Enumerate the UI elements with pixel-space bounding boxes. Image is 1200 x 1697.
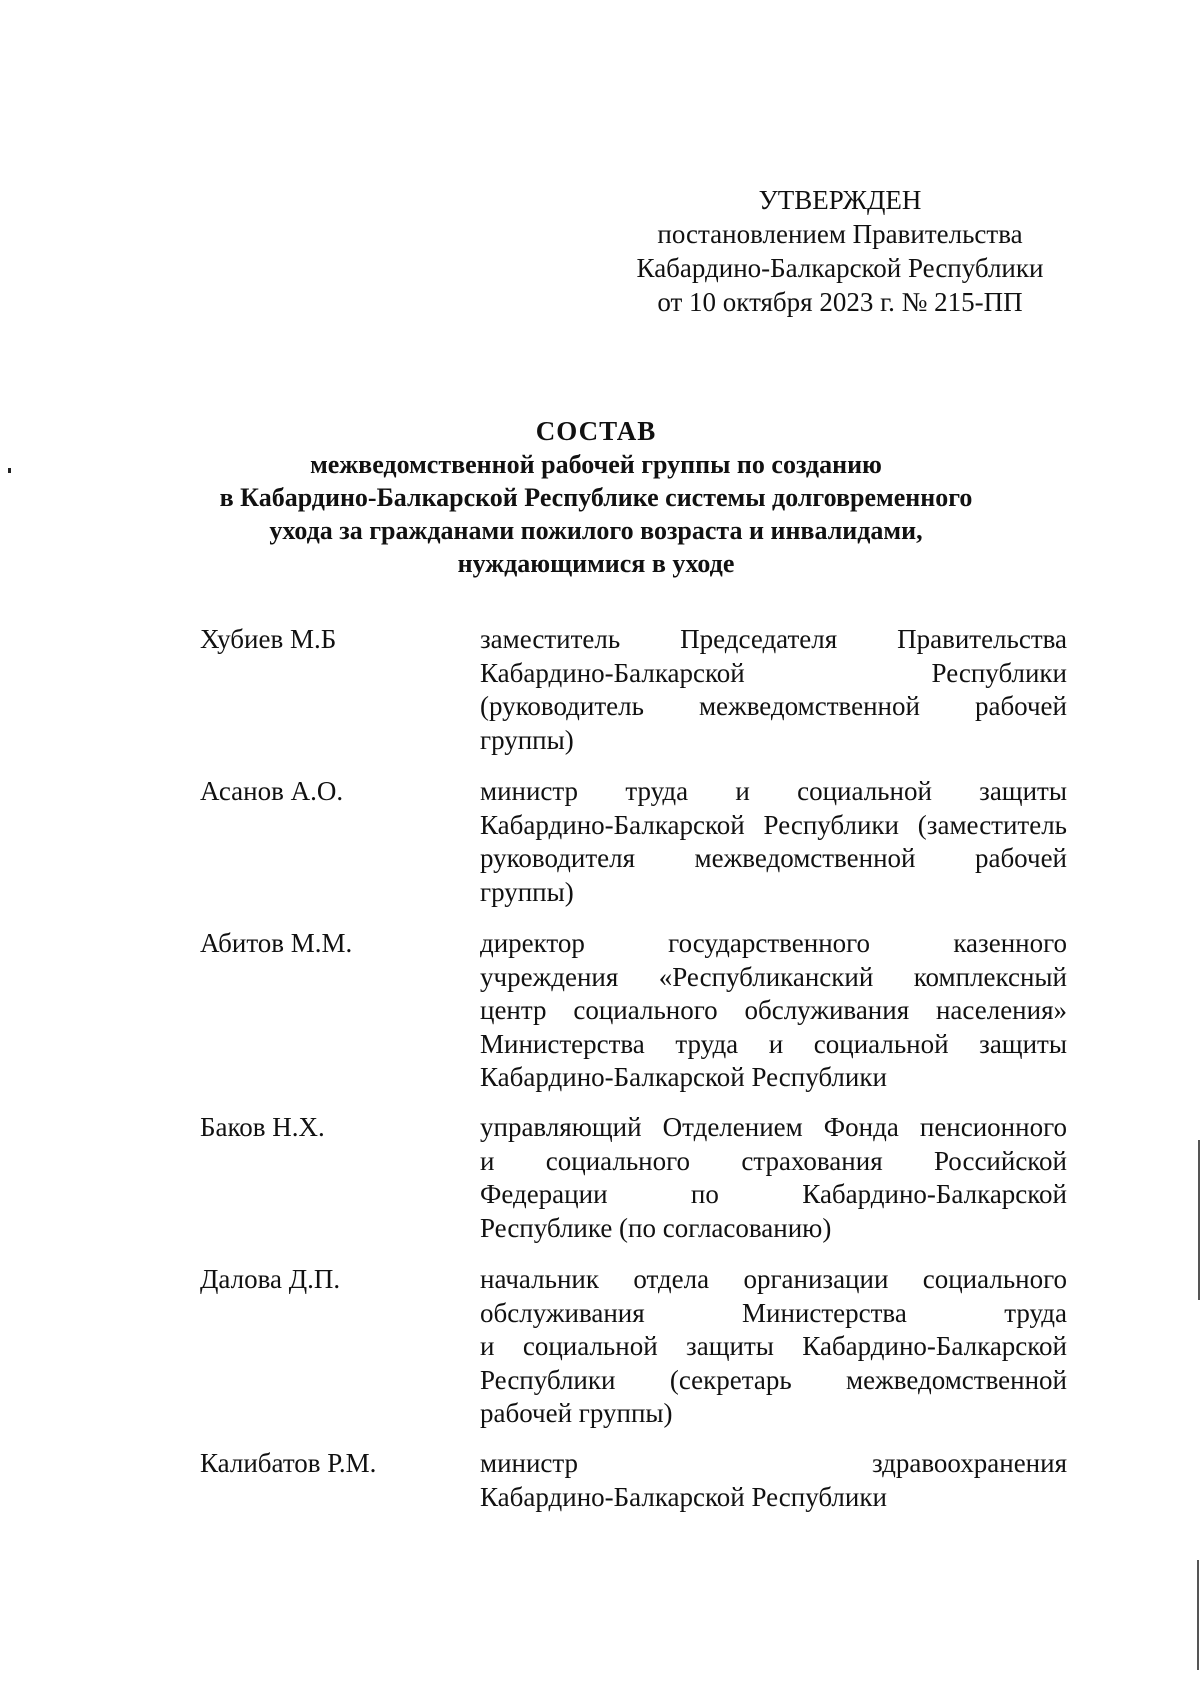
member-role-line: министр здравоохранения [480,1448,1067,1478]
member-name: Асанов А.О. [200,776,344,806]
member-name: Калибатов Р.М. [200,1448,377,1478]
document-subtitle-line-3: ухода за гражданами пожилого возраста и инвалидами, [269,516,923,545]
document-subtitle-line-1: межведомственной рабочей группы по созданию [310,450,882,479]
document-subtitle-line-4: нуждающимися в уходе [457,549,735,578]
member-role-line: Кабардино-Балкарской Республики (заместитель [480,809,1067,840]
member-role-line: обслуживания Министерства труда [480,1297,1067,1328]
member-entry [200,1111,1070,1263]
member-role-line: заместитель Председателя Правительства [480,624,1067,654]
member-role-line: Республики (секретарь межведомственной [480,1364,1067,1395]
approval-stamp [600,183,1080,319]
scan-artifact-right-2 [1197,1560,1199,1670]
member-role-line: и социальной защиты Кабардино-Балкарской [480,1331,1067,1361]
member-role-line: Федерации по Кабардино-Балкарской [480,1179,1067,1209]
member-role-line: директор государственного казенного [480,928,1067,958]
member-role-line: Кабардино-Балкарской Республики [480,657,1067,688]
member-role-line: и социального страхования Российской [480,1145,1067,1176]
member-role-line: министр труда и социальной защиты [480,776,1067,806]
member-role [480,927,1067,1095]
member-name: Абитов М.М. [200,928,353,958]
member-entry [200,927,1070,1111]
member-entry [200,623,1070,775]
document-heading [120,414,1072,580]
member-role-line: (руководитель межведомственной рабочей [480,691,1067,721]
member-role [480,1111,1067,1245]
member-name: Баков Н.Х. [200,1112,325,1142]
approval-line-3: Кабардино-Балкарской Республики [636,253,1044,283]
member-role [480,1263,1067,1431]
document-title: СОСТАВ [535,416,657,446]
member-entry [200,1447,1070,1527]
member-role [480,623,1067,757]
document-subtitle-line-2: в Кабардино-Балкарской Республике системы долговременного [219,483,973,512]
approval-line-4: от 10 октября 2023 г. № 215-ПП [657,287,1023,317]
member-role-line: группы) [480,724,574,755]
member-role-line: Кабардино-Балкарской Республики [480,1481,887,1512]
approval-line-1: УТВЕРЖДЕН [758,185,922,215]
member-role-line: рабочей группы) [480,1398,673,1428]
member-role-line: начальник отдела организации социального [480,1264,1067,1294]
approval-line-2: постановлением Правительства [657,219,1023,249]
member-name: Хубиев М.Б [200,624,337,654]
member-role [480,1447,1067,1514]
member-role-line: руководителя межведомственной рабочей [480,843,1067,873]
member-role-line: Кабардино-Балкарской Республики [480,1062,887,1092]
member-entry [200,775,1070,927]
member-name: Далова Д.П. [200,1264,341,1294]
member-role-line: группы) [480,876,574,907]
member-role-line: Республике (по согласованию) [480,1212,832,1243]
member-role [480,775,1067,909]
members-list [200,623,1070,1527]
member-role-line: центр социального обслуживания населения» [480,995,1067,1025]
member-entry [200,1263,1070,1447]
member-role-line: Министерства труда и социальной защиты [480,1028,1067,1059]
member-role-line: учреждения «Республиканский комплексный [480,961,1067,992]
scan-artifact-left [8,468,11,473]
member-role-line: управляющий Отделением Фонда пенсионного [480,1112,1067,1142]
